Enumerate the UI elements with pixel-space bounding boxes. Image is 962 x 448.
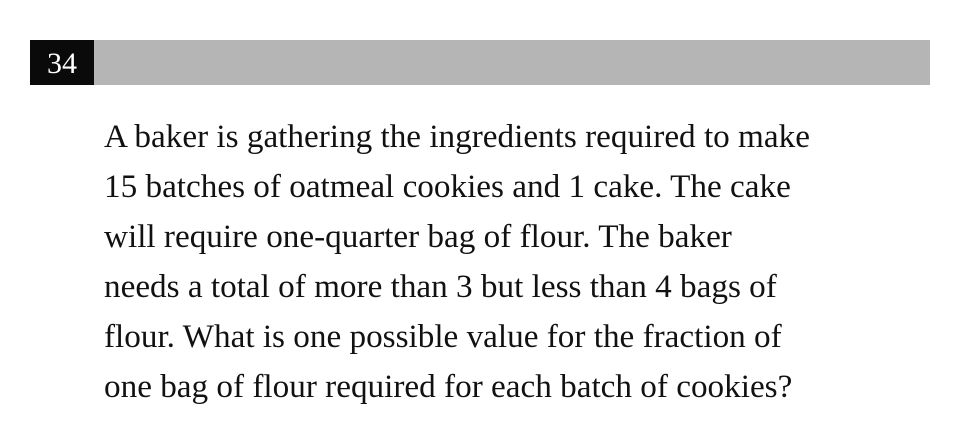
question-text-line: A baker is gathering the ingredients required to make — [104, 118, 810, 155]
question-text-line: one bag of flour required for each batch of cookies? — [104, 368, 793, 405]
question-number: 34 — [30, 40, 94, 85]
question-text — [104, 112, 924, 412]
question-text-line: will require one-quarter bag of flour. The baker — [104, 218, 732, 255]
question-text-line: flour. What is one possible value for the fraction of — [104, 318, 782, 355]
question-text-line: 15 batches of oatmeal cookies and 1 cake. The cake — [104, 168, 791, 205]
question-header-bar — [30, 40, 930, 85]
question-text-line: needs a total of more than 3 but less than 4 bags of — [104, 268, 777, 305]
